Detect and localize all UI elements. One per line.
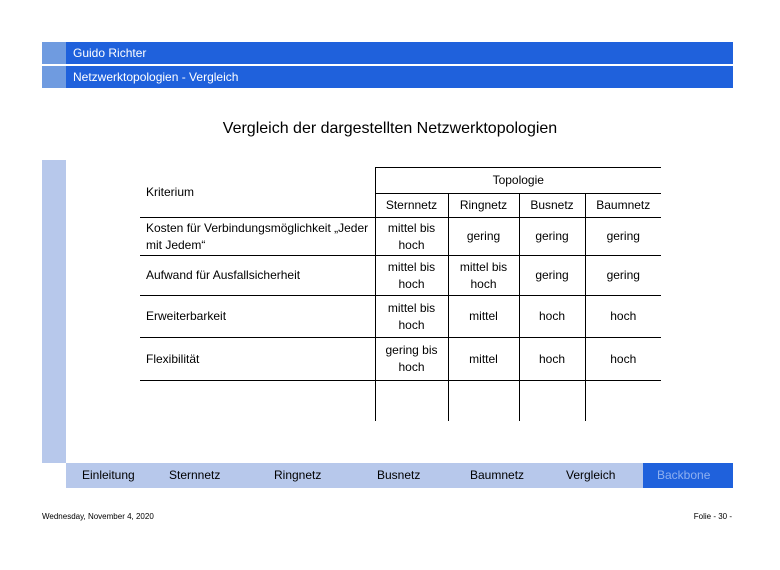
criterion-cell: Aufwand für Ausfallsicherheit (140, 256, 375, 296)
left-sidebar-bar (42, 160, 66, 464)
value-cell: mittel bis hoch (375, 256, 448, 296)
value-cell: mittel bis hoch (375, 296, 448, 338)
column-header-sternnetz: Sternnetz (375, 194, 448, 218)
empty-cell (140, 381, 375, 421)
column-header-ringnetz: Ringnetz (448, 194, 519, 218)
nav-left-gap (42, 463, 66, 488)
value-cell: gering (585, 256, 661, 296)
table-row (140, 338, 661, 381)
value-cell: hoch (585, 338, 661, 381)
nav-ringnetz[interactable]: Ringnetz (274, 468, 322, 482)
value-cell: mittel (448, 338, 519, 381)
table-row-empty (140, 381, 661, 421)
value-cell: mittel (448, 296, 519, 338)
footer-date: Wednesday, November 4, 2020 (42, 512, 154, 521)
empty-cell (448, 381, 519, 421)
value-cell: gering bis hoch (375, 338, 448, 381)
value-cell: hoch (519, 338, 585, 381)
empty-cell (375, 381, 448, 421)
header-author: Guido Richter (66, 42, 733, 64)
criterion-cell: Flexibilität (140, 338, 375, 381)
topology-header: Topologie (375, 168, 661, 194)
value-cell: gering (519, 256, 585, 296)
header-subtitle: Netzwerktopologien - Vergleich (66, 66, 733, 88)
column-header-busnetz: Busnetz (519, 194, 585, 218)
nav-sternnetz[interactable]: Sternnetz (169, 468, 221, 482)
comparison-table (140, 167, 661, 421)
nav-busnetz[interactable]: Busnetz (377, 468, 421, 482)
value-cell: gering (585, 218, 661, 256)
criterion-cell: Kosten für Verbindungsmöglichkeit „Jeder mit Jedem“ (140, 218, 375, 256)
nav-vergleich[interactable]: Vergleich (566, 468, 616, 482)
empty-cell (519, 381, 585, 421)
header-accent (42, 42, 66, 64)
value-cell: hoch (519, 296, 585, 338)
slide-title: Vergleich der dargestellten Netzwerktopologien (222, 120, 558, 137)
value-cell: gering (519, 218, 585, 256)
value-cell: mittel bis hoch (375, 218, 448, 256)
table-row (140, 218, 661, 256)
nav-baumnetz[interactable]: Baumnetz (470, 468, 525, 482)
criterion-cell: Erweiterbarkeit (140, 296, 375, 338)
column-header-baumnetz: Baumnetz (585, 194, 661, 218)
footer-slide-number: Folie - 30 - (693, 512, 732, 521)
value-cell: mittel bis hoch (448, 256, 519, 296)
table-row (140, 256, 661, 296)
value-cell: gering (448, 218, 519, 256)
empty-cell (585, 381, 661, 421)
criterion-header: Kriterium (140, 168, 375, 218)
value-cell: hoch (585, 296, 661, 338)
nav-einleitung[interactable]: Einleitung (82, 468, 135, 482)
subheader-accent (42, 66, 66, 88)
table-row (140, 296, 661, 338)
nav-backbone[interactable]: Backbone (657, 468, 711, 482)
